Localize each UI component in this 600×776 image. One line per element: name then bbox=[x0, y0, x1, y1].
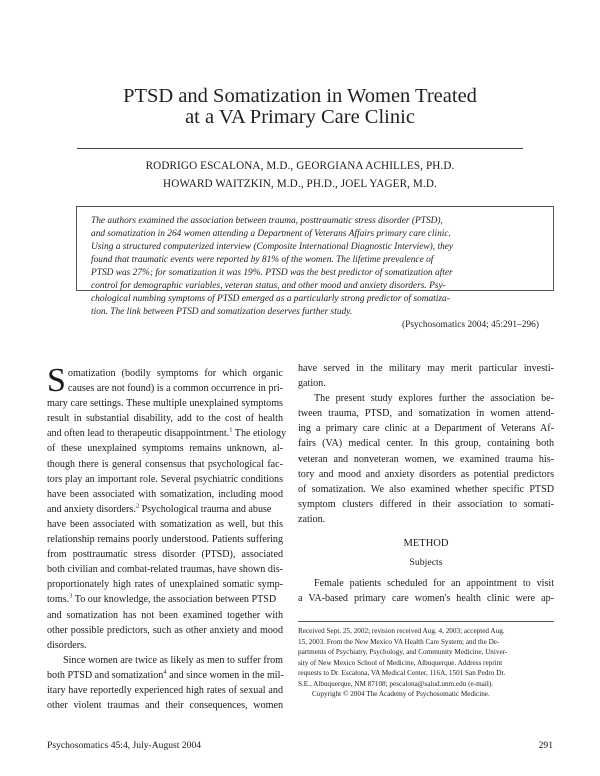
body-line: have been associated with somatization, including mood bbox=[47, 488, 283, 500]
footer-journal: Psychosomatics 45:4, July-August 2004 bbox=[47, 740, 202, 751]
body-line: of somatization. We also examined whether specific PTSD bbox=[298, 483, 554, 495]
body-line: relationship remains poorly understood. Patients suffering bbox=[47, 534, 283, 546]
body-line: tween trauma, PTSD, and somatization in women attend- bbox=[298, 408, 554, 420]
section-heading-method: METHOD bbox=[403, 538, 449, 550]
body-line: result in substantial disability, add to the cost of health bbox=[47, 413, 283, 425]
abstract-line: The authors examined the association between trauma, posttraumatic stress disorder (PTSD), bbox=[91, 216, 443, 226]
body-line: tors play an important role. Several psychiatric conditions bbox=[47, 473, 283, 485]
abstract-line: control for demographic variables, veteran status, and other mood and anxiety disorders. Psy- bbox=[91, 281, 446, 291]
body-line: have been associated with somatization as well, but this bbox=[47, 518, 283, 530]
body-line: have served in the military may merit particular investi- bbox=[298, 363, 554, 374]
body-line: other possible predictors, such as other anxiety and mood bbox=[47, 624, 283, 636]
body-line: The present study explores further the association be- bbox=[314, 393, 554, 405]
footnote-line: S.E., Albuquerque, NM 87108; pescalona@salud.unm.edu (e-mail). bbox=[298, 679, 494, 688]
authors-line-1: RODRIGO ESCALONA, M.D., GEORGIANA ACHILLES, PH.D. bbox=[145, 160, 455, 172]
body-line: fairs (VA) medical center. In this group, containing both bbox=[298, 438, 554, 450]
body-line: ing a primary care clinic at a Department of Veterans Af- bbox=[298, 423, 554, 435]
abstract-line: tion. The link between PTSD and somatization deserves further study. bbox=[91, 307, 353, 317]
copyright-line: Copyright © 2004 The Academy of Psychosomatic Medicine. bbox=[312, 690, 490, 698]
authors-line-2: HOWARD WAITZKIN, M.D., PH.D., JOEL YAGER, M.D. bbox=[163, 178, 437, 190]
left-column bbox=[47, 362, 287, 713]
body-line: both civilian and combat-related traumas, have shown dis- bbox=[47, 564, 283, 576]
body-line: omatization (bodily symptoms for which organic bbox=[67, 368, 283, 379]
footnote-line: requests to Dr. Escalona, VA Medical Center, 116A, 1501 San Pedro Dr. bbox=[298, 669, 506, 677]
author-list bbox=[60, 157, 540, 193]
footnote-line: 15, 2003. From the New Mexico VA Health Care System; and the De- bbox=[298, 637, 500, 646]
body-text: toms. bbox=[47, 594, 70, 606]
reference-superscript: 3 bbox=[69, 593, 73, 601]
body-line: zation. bbox=[298, 513, 326, 525]
body-line bbox=[47, 592, 283, 607]
body-text: and anxiety disorders. bbox=[47, 503, 136, 515]
body-line: other violent traumas and their consequences, women bbox=[47, 700, 283, 712]
subsection-heading-subjects: Subjects bbox=[409, 557, 443, 569]
body-text: To our knowledge, the association between PTSD bbox=[72, 594, 277, 606]
article-title bbox=[60, 86, 540, 128]
body-line: causes are not found) is a common occurrence in pri- bbox=[67, 383, 283, 395]
footnote-line: Received Sept. 25, 2002; revision received Aug. 4, 2003; accepted Aug. bbox=[298, 627, 505, 635]
abstract-line: PTSD was 27%; for somatization it was 19%. PTSD was the best predictor of somatization after bbox=[91, 268, 453, 278]
body-line bbox=[47, 668, 283, 683]
body-line: tory and mood and anxiety disorders as potential predictors bbox=[298, 468, 554, 480]
abstract-line: Using a structured computerized interview (Composite International Diagnostic Interview), they bbox=[91, 242, 454, 252]
title-line-1: PTSD and Somatization in Women Treated bbox=[123, 85, 477, 107]
body-line: proportionately high rates of unexplained somatic symp- bbox=[47, 579, 283, 591]
body-text: and since women in the mil- bbox=[166, 669, 284, 681]
footnote bbox=[298, 626, 554, 700]
reference-superscript: 1 bbox=[229, 427, 233, 435]
title-rule bbox=[77, 148, 523, 149]
abstract-line: found that traumatic events were reported by 81% of the women. The lifetime prevalence of bbox=[91, 255, 434, 265]
body-line: veteran and nonveteran women, we examined trauma his- bbox=[298, 453, 554, 465]
title-line-2: at a VA Primary Care Clinic bbox=[185, 106, 415, 128]
body-line: from posttraumatic stress disorder (PTSD), associated bbox=[47, 549, 283, 561]
abstract-citation: (Psychosomatics 2004; 45:291–296) bbox=[402, 320, 539, 330]
body-line: gation. bbox=[298, 378, 326, 390]
body-line: of these unexplained symptoms remains unknown, al- bbox=[47, 443, 283, 455]
body-line bbox=[47, 502, 283, 517]
body-text: The etiology bbox=[232, 428, 287, 440]
footnote-rule bbox=[298, 621, 554, 622]
abstract-box bbox=[76, 206, 554, 330]
body-text: and often lead to therapeutic disappointment. bbox=[47, 428, 230, 440]
right-column bbox=[298, 361, 554, 606]
footnote-line: partments of Psychiatry, Psychology, and Community Medicine, Univer- bbox=[298, 648, 508, 656]
footnote-line: sity of New Mexico School of Medicine, Albuquerque. Address reprint bbox=[298, 658, 503, 667]
body-line: mary care settings. These multiple unexplained symptoms bbox=[47, 398, 283, 410]
reference-superscript: 4 bbox=[163, 668, 167, 676]
body-line: Female patients scheduled for an appointment to visit bbox=[314, 578, 554, 590]
abstract-line: and somatization in 264 women attending a Department of Veterans Affairs primary care clinic. bbox=[91, 229, 451, 239]
body-text: both PTSD and somatization bbox=[47, 669, 164, 681]
page-number: 291 bbox=[538, 740, 553, 751]
reference-superscript: 2 bbox=[135, 502, 140, 510]
abstract-line: chological numbing symptoms of PTSD emerged as a particularly strong predictor of somatiza- bbox=[91, 294, 450, 304]
body-line: symptom clusters differed in their association to somati- bbox=[298, 498, 554, 510]
body-line: Since women are twice as likely as men to suffer from bbox=[63, 654, 283, 666]
body-line: a VA-based primary care women's health clinic were ap- bbox=[298, 593, 554, 605]
body-line bbox=[47, 426, 287, 441]
body-text: Psychological trauma and abuse bbox=[139, 503, 272, 515]
body-line: itary have reportedly experienced high rates of sexual and bbox=[47, 684, 283, 696]
body-line: disorders. bbox=[47, 639, 87, 651]
drop-cap: S bbox=[47, 362, 66, 399]
body-line: though there is general consensus that psychological fac- bbox=[47, 458, 283, 470]
body-line: and somatization has not been examined together with bbox=[47, 609, 283, 621]
